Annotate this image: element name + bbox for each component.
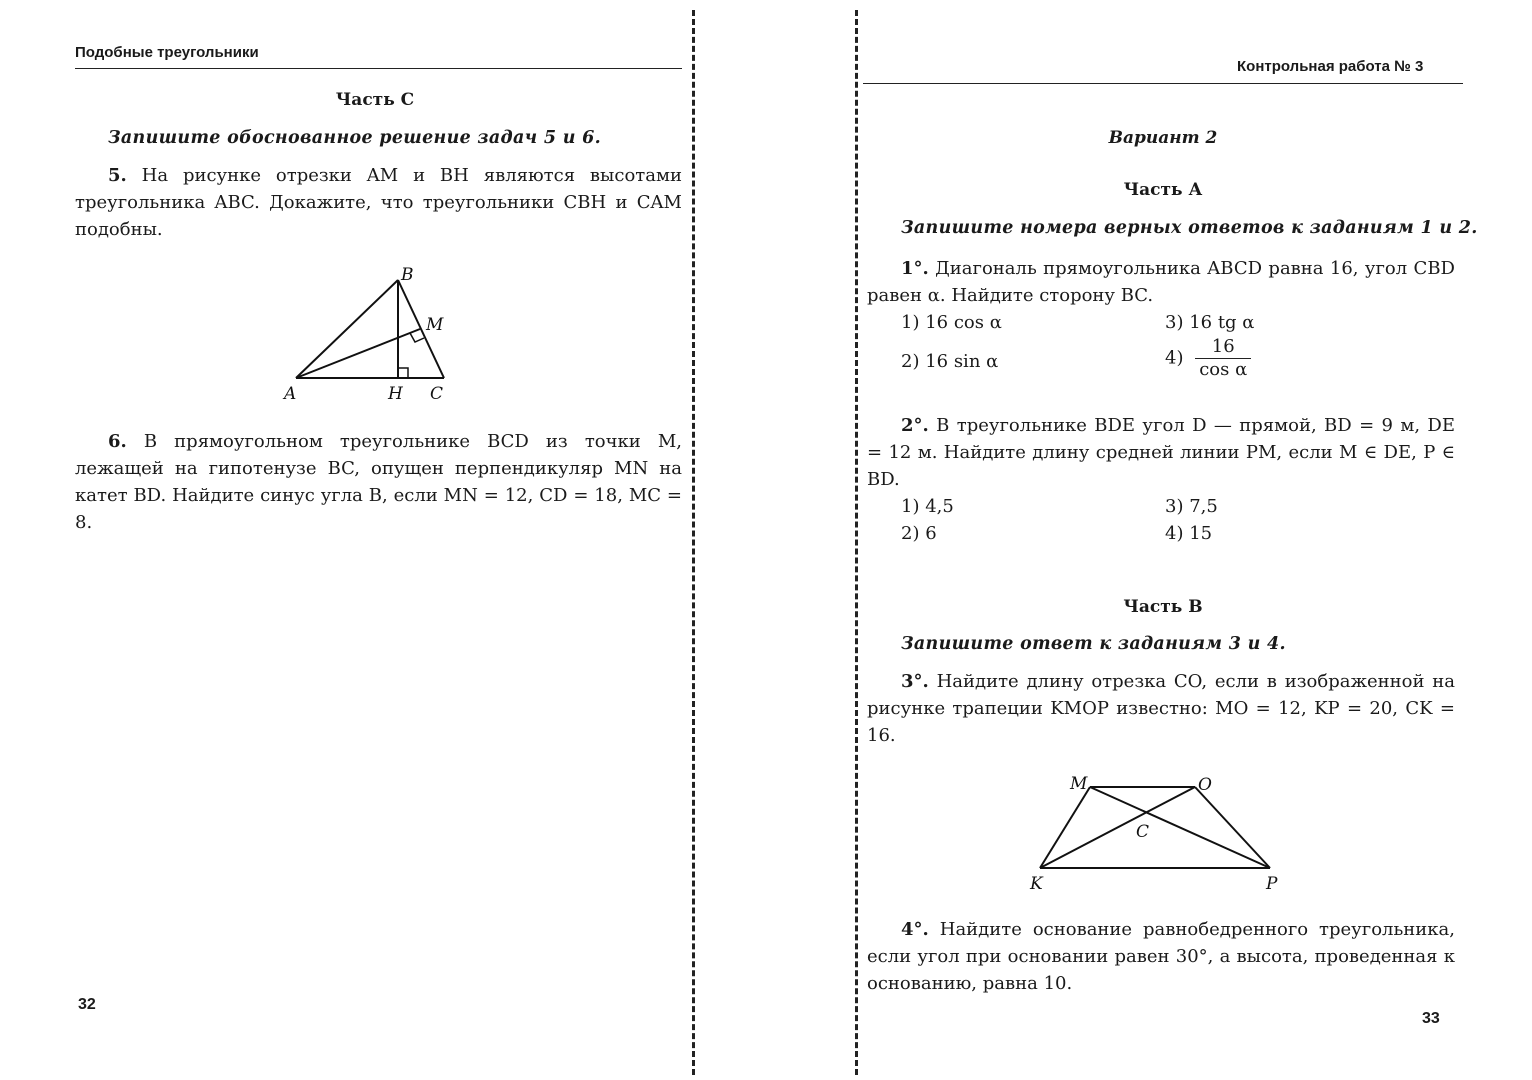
- right-angle-m: [410, 333, 424, 342]
- task-5-text: На рисунке отрезки AM и BH являются высотами треугольника ABC. Докажите, что треугольники CBH и CAM подобны.: [75, 165, 682, 240]
- task-4-text: Найдите основание равнобедренного треугольника, если угол при основании равен 30°, а высота, проведенная к основанию, равна 10.: [867, 919, 1455, 994]
- task-2-option-4: 4) 15: [1165, 523, 1213, 544]
- task-4: [867, 916, 1455, 997]
- label-k: K: [1030, 874, 1043, 894]
- figure-triangle-abc: [280, 262, 470, 407]
- running-head-right: Контрольная работа № 3: [1237, 58, 1424, 75]
- page-number-right: 33: [1422, 1010, 1440, 1027]
- altitude-am: [296, 329, 420, 378]
- instruction-a: Запишите номера верных ответов к заданиям 1 и 2.: [901, 218, 1478, 238]
- task-2-option-2: 2) 6: [901, 523, 937, 544]
- variant-title: Вариант 2: [1108, 128, 1218, 148]
- label-o: O: [1198, 775, 1212, 795]
- right-page: [855, 0, 1532, 1080]
- head-rule-right: [863, 83, 1463, 84]
- task-1-number: 1°.: [901, 258, 929, 279]
- fraction-numerator: 16: [1195, 336, 1251, 359]
- task-3: [867, 668, 1455, 749]
- task-2-option-1: 1) 4,5: [901, 496, 954, 517]
- fraction: [1195, 336, 1251, 381]
- task-5: [75, 162, 682, 243]
- task-6-text: В прямоугольном треугольнике BCD из точки M, лежащей на гипотенузе BC, опущен перпендикуляр MN на катет BD. Найдите синус угла B, если MN = 12, CD = 18, MC = 8.: [75, 431, 682, 533]
- part-a-title: Часть А: [1123, 180, 1203, 200]
- left-page: [0, 0, 695, 1080]
- label-a: A: [284, 384, 297, 404]
- part-b-title: Часть В: [1123, 597, 1203, 617]
- label-b: B: [401, 265, 414, 285]
- label-p: P: [1266, 874, 1278, 894]
- instruction-b: Запишите ответ к заданиям 3 и 4.: [901, 634, 1286, 654]
- task-6-number: 6.: [108, 431, 127, 452]
- cut-line-left: [692, 10, 695, 1075]
- side-ab: [296, 280, 398, 378]
- task-4-number: 4°.: [901, 919, 929, 940]
- label-h: H: [388, 384, 403, 404]
- task-1: [867, 255, 1455, 309]
- right-angle-h: [398, 368, 408, 378]
- instruction-c: Запишите обоснованное решение задач 5 и 6.: [108, 128, 602, 148]
- side-op: [1195, 787, 1270, 868]
- label-m: M: [426, 315, 444, 335]
- fraction-denominator: cos α: [1199, 359, 1248, 380]
- running-head-left: Подобные треугольники: [75, 44, 259, 61]
- task-1-text: Диагональ прямоугольника ABCD равна 16, угол CBD равен α. Найдите сторону BC.: [867, 258, 1455, 306]
- section-title-c: Часть С: [335, 90, 415, 110]
- task-1-option-3: 3) 16 tg α: [1165, 312, 1255, 333]
- task-1-option-2: 2) 16 sin α: [901, 351, 999, 372]
- task-3-text: Найдите длину отрезка CO, если в изображенной на рисунке трапеции KMOP известно: MO = 12, KP = 20, CK = 16.: [867, 671, 1455, 746]
- task-2-text: В треугольнике BDE угол D — прямой, BD = 9 м, DE = 12 м. Найдите длину средней линии PM, если M ∈ DE, P ∈ BD.: [867, 415, 1455, 490]
- task-1-option-1: 1) 16 cos α: [901, 312, 1002, 333]
- page-number-left: 32: [78, 996, 96, 1013]
- label-c: C: [430, 384, 444, 404]
- task-2: [867, 412, 1455, 493]
- task-2-number: 2°.: [901, 415, 929, 436]
- head-rule-left: [75, 68, 682, 69]
- task-6: [75, 428, 682, 536]
- task-3-number: 3°.: [901, 671, 929, 692]
- task-1-option-4: [1165, 336, 1251, 381]
- task-5-number: 5.: [108, 165, 127, 186]
- figure-trapezoid-kmop: [1020, 765, 1290, 895]
- task-1-option-4-prefix: 4): [1165, 347, 1184, 369]
- label-c2: C: [1136, 822, 1150, 842]
- label-m2: M: [1070, 774, 1088, 794]
- task-2-option-3: 3) 7,5: [1165, 496, 1218, 517]
